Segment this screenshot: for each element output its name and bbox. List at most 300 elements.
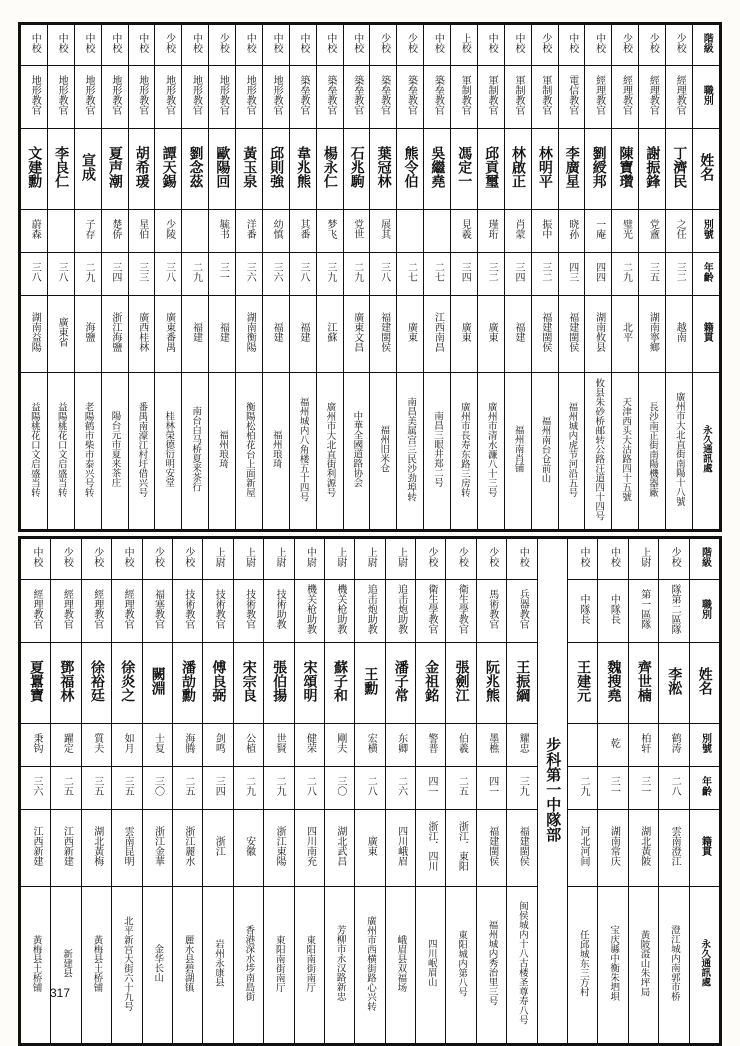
cell-text: 健荣 [304, 733, 316, 753]
cell-text: 三八 [29, 262, 41, 282]
cell-name [172, 643, 202, 724]
cell-text: 地形教官 [136, 75, 148, 115]
cell-text: 王建元 [575, 660, 592, 702]
cell-rank [155, 25, 182, 66]
cell-text: 地形教官 [217, 75, 229, 115]
cell-alias [370, 210, 397, 253]
cell-alias [446, 724, 476, 767]
cell-text: 少校 [620, 33, 632, 53]
cell-rank [324, 539, 354, 580]
cell-rank [209, 25, 236, 66]
cell-text: 經理教官 [91, 589, 103, 629]
cell-duty [343, 66, 370, 129]
cell-text: 二九 [577, 776, 589, 796]
row-alias-2 [21, 724, 720, 767]
cell-text: 東阳南街南厅 [273, 934, 285, 992]
header-age [689, 767, 719, 810]
cell-text: 廣東文昌 [351, 312, 363, 352]
cell-text: 柏轩 [638, 733, 650, 753]
cell-alias [504, 210, 531, 253]
cell-text: 築垒教官 [324, 75, 336, 115]
cell-text: 福建閩侯 [517, 826, 529, 866]
cell-name [51, 643, 81, 724]
cell-address [233, 887, 263, 1044]
cell-rank [289, 25, 316, 66]
cell-age [294, 767, 324, 810]
cell-age [316, 253, 343, 296]
cell-alias [209, 210, 236, 253]
cell-alias [294, 724, 324, 767]
cell-duty [81, 580, 111, 643]
cell-birthplace [289, 296, 316, 373]
cell-duty [182, 66, 209, 129]
cell-text: 第一區隊 [638, 589, 650, 629]
cell-text: 麗水县碧湖镇 [182, 934, 194, 992]
cell-text: 上尉 [274, 547, 286, 567]
cell-text: 金祖銘 [423, 660, 440, 702]
cell-text: 兵器教官 [517, 589, 529, 629]
cell-age [264, 767, 294, 810]
cell-rank [585, 25, 612, 66]
cell-rank [236, 25, 263, 66]
cell-rank [628, 539, 658, 580]
cell-text: 三八 [378, 262, 390, 282]
cell-rank [477, 25, 504, 66]
cell-text: 中華全國道路协会 [351, 411, 363, 487]
row-address-1 [21, 373, 720, 530]
cell-birthplace [370, 296, 397, 373]
cell-rank [507, 539, 537, 580]
cell-text: 中隊長 [608, 594, 620, 624]
cell-text: 齊世楠 [635, 660, 652, 702]
cell-text: 中校 [517, 547, 529, 567]
cell-text: 三六 [271, 262, 283, 282]
cell-text: 長沙南正街南陽機器廠 [647, 401, 659, 497]
cell-text: 福州城内秀治里三号 [486, 920, 498, 1006]
cell-rank [203, 539, 233, 580]
cell-age [233, 767, 263, 810]
cell-text: 宝庆縣中衡朱垇垻 [608, 925, 620, 1001]
header-age [692, 253, 719, 296]
cell-text: 二七 [432, 262, 444, 282]
cell-birthplace [21, 810, 51, 887]
cell-text: 二八 [669, 776, 681, 796]
cell-text: 三二 [539, 262, 551, 282]
cell-duty [355, 580, 385, 643]
cell-alias [324, 724, 354, 767]
cell-text: 岩州永康县 [213, 939, 225, 987]
header-rank [692, 25, 719, 66]
cell-rank [47, 25, 74, 66]
cell-text: 闽侯城内十八古楼圣尊寿八号 [516, 901, 528, 1025]
cell-text: 益陽桃花口文启盛当转 [28, 401, 40, 497]
cell-age [507, 767, 537, 810]
cell-duty [74, 66, 101, 129]
row-rank-1 [21, 25, 720, 66]
cell-birthplace [343, 296, 370, 373]
cell-name [74, 129, 101, 210]
cell-text: 中校 [566, 33, 578, 53]
cell-alias [233, 724, 263, 767]
cell-text: 福建 [190, 322, 202, 342]
cell-address [236, 373, 263, 530]
cell-duty [385, 580, 415, 643]
cell-name [128, 129, 155, 210]
cell-text: 二九 [620, 262, 632, 282]
cell-text: 軍制教官 [459, 75, 471, 115]
cell-age [598, 767, 628, 810]
cell-birthplace [385, 810, 415, 887]
cell-birthplace [451, 296, 478, 373]
cell-alias [51, 724, 81, 767]
cell-text: 世賢 [274, 733, 286, 753]
cell-text: 劉念茲 [187, 146, 204, 188]
row-duty-1 [21, 66, 720, 129]
cell-text: 璧光 [620, 219, 632, 239]
cell-alias [659, 724, 689, 767]
cell-text: 少陵 [163, 219, 175, 239]
cell-birthplace [101, 296, 128, 373]
cell-name [209, 129, 236, 210]
cell-rank [416, 539, 446, 580]
header-text: 年齡 [701, 262, 713, 282]
cell-alias [477, 210, 504, 253]
cell-text: 技術教官 [182, 589, 194, 629]
cell-text: 李良仁 [53, 146, 70, 188]
cell-text: 經理教官 [620, 75, 632, 115]
cell-text: 二八 [365, 776, 377, 796]
cell-text: 地形教官 [271, 75, 283, 115]
cell-text: 質夫 [91, 733, 103, 753]
cell-text: 地形教官 [109, 75, 121, 115]
page-number: 317 [50, 986, 71, 1000]
cell-alias [47, 210, 74, 253]
cell-age [477, 253, 504, 296]
cell-text: 二八 [304, 776, 316, 796]
cell-name [294, 643, 324, 724]
cell-age [172, 767, 202, 810]
cell-text: 徐裕廷 [88, 660, 105, 702]
cell-text: 二九 [82, 262, 94, 282]
cell-text: 張劍江 [453, 660, 470, 702]
cell-rank [568, 539, 598, 580]
cell-address [21, 373, 48, 530]
cell-address [155, 373, 182, 530]
cell-text: 宋宗良 [240, 660, 257, 702]
cell-text: 軍制教官 [486, 75, 498, 115]
cell-duty [21, 580, 51, 643]
cell-name [504, 129, 531, 210]
row-address-2 [21, 887, 720, 1044]
cell-rank [316, 25, 343, 66]
cell-alias [355, 724, 385, 767]
cell-text: 黃陂滠山朱坪局 [638, 929, 650, 997]
cell-text: 經理教官 [61, 589, 73, 629]
cell-name [324, 643, 354, 724]
cell-duty [598, 580, 628, 643]
cell-duty [477, 66, 504, 129]
cell-alias [639, 210, 666, 253]
cell-text: 香港深水埗南島街 [243, 925, 255, 1001]
row-alias-1 [21, 210, 720, 253]
cell-text: 洋番 [244, 219, 256, 239]
cell-birthplace [21, 296, 48, 373]
cell-alias [155, 210, 182, 253]
cell-text: 二九 [190, 262, 202, 282]
cell-text: 李廣星 [563, 146, 580, 188]
cell-birthplace [666, 296, 693, 373]
cell-text: 經理教官 [122, 589, 134, 629]
cell-text: 星伯 [136, 219, 148, 239]
cell-text: 中校 [244, 33, 256, 53]
cell-text: 二五 [182, 776, 194, 796]
cell-rank [666, 25, 693, 66]
cell-text: 海鹽 [82, 322, 94, 342]
cell-age [446, 767, 476, 810]
cell-text: 乾 [608, 738, 620, 748]
cell-birthplace [507, 810, 537, 887]
register-table-2 [20, 538, 720, 1044]
cell-age [385, 767, 415, 810]
cell-text: 譚天錫 [160, 146, 177, 188]
cell-text: 江蘇 [324, 322, 336, 342]
cell-text: 三三 [136, 262, 148, 282]
cell-text: 河北河间 [577, 826, 589, 866]
cell-name [81, 643, 111, 724]
cell-text: 丁濟民 [671, 146, 688, 188]
cell-text: 地形教官 [244, 75, 256, 115]
cell-text: 築垒教官 [297, 75, 309, 115]
cell-address [504, 373, 531, 530]
cell-rank [476, 539, 506, 580]
cell-text: 浙江海鹽 [109, 312, 121, 352]
row-age-2 [21, 767, 720, 810]
cell-text: 機关枪助教 [334, 584, 346, 634]
cell-address [47, 373, 74, 530]
header-duty [689, 580, 719, 643]
cell-text: 江西南昌 [432, 312, 444, 352]
cell-birthplace [81, 810, 111, 887]
cell-rank [424, 25, 451, 66]
cell-address [112, 887, 142, 1044]
cell-alias [416, 724, 446, 767]
cell-birthplace [659, 810, 689, 887]
cell-text: 楚侨 [109, 219, 121, 239]
cell-age [451, 253, 478, 296]
cell-age [666, 253, 693, 296]
cell-text: 技術教官 [243, 589, 255, 629]
cell-text: 中校 [271, 33, 283, 53]
header-text: 別號 [699, 733, 711, 753]
cell-text: 陽台元市夏来茶庄 [109, 411, 121, 487]
cell-alias [316, 210, 343, 253]
cell-age [324, 767, 354, 810]
cell-rank [355, 539, 385, 580]
cell-text: 少校 [217, 33, 229, 53]
cell-rank [612, 25, 639, 66]
cell-address [289, 373, 316, 530]
cell-age [424, 253, 451, 296]
cell-text: 宏横 [365, 733, 377, 753]
cell-text: 二五 [61, 776, 73, 796]
cell-text: 之任 [674, 219, 686, 239]
cell-address [81, 887, 111, 1044]
cell-text: 中校 [190, 33, 202, 53]
cell-text: 夏声潮 [106, 146, 123, 188]
cell-text: 少校 [91, 547, 103, 567]
header-text: 姓名 [698, 153, 715, 181]
cell-address [639, 373, 666, 530]
cell-birthplace [233, 810, 263, 887]
cell-text: 少校 [163, 33, 175, 53]
cell-birthplace [264, 810, 294, 887]
cell-text: 東阳城内第八号 [456, 929, 468, 997]
cell-text: 中校 [82, 33, 94, 53]
cell-name [264, 643, 294, 724]
cell-duty [316, 66, 343, 129]
cell-text: 三一 [608, 776, 620, 796]
cell-age [128, 253, 155, 296]
cell-text: 峨眉县双福场 [395, 934, 407, 992]
cell-text: 廣州市清水濂八十三号 [485, 401, 497, 497]
cell-alias [101, 210, 128, 253]
cell-text: 謝振鋒 [644, 146, 661, 188]
cell-birthplace [397, 296, 424, 373]
cell-text: 技術教官 [213, 589, 225, 629]
cell-duty [289, 66, 316, 129]
cell-address [385, 887, 415, 1044]
cell-text: 三四 [512, 262, 524, 282]
register-table-block-1 [18, 22, 722, 532]
cell-text: 廣州市大北直街南陽十八號 [673, 392, 685, 506]
cell-text: 鄧福林 [58, 660, 75, 702]
cell-birthplace [598, 810, 628, 887]
cell-text: 福建閩侯 [566, 312, 578, 352]
cell-address [355, 887, 385, 1044]
cell-text: 东卿 [395, 733, 407, 753]
cell-name [477, 129, 504, 210]
cell-text: 夏囂寶 [28, 660, 45, 702]
header-birthplace [689, 810, 719, 887]
cell-text: 中校 [512, 33, 524, 53]
cell-text: 二九 [243, 776, 255, 796]
cell-rank [446, 539, 476, 580]
cell-text: 湖北黃梅 [91, 826, 103, 866]
cell-text: 少校 [426, 547, 438, 567]
cell-address [477, 373, 504, 530]
cell-text: 安徽 [243, 836, 255, 856]
cell-text: 電信教官 [566, 75, 578, 115]
cell-age [209, 253, 236, 296]
header-name [692, 129, 719, 210]
cell-text: 北平 [620, 322, 632, 342]
cell-text: 築垒教官 [378, 75, 390, 115]
row-name-1 [21, 129, 720, 210]
cell-duty [101, 66, 128, 129]
cell-text: 林啟正 [510, 146, 527, 188]
cell-address [51, 887, 81, 1044]
cell-text: 少校 [152, 547, 164, 567]
cell-rank [21, 539, 51, 580]
cell-name [262, 129, 289, 210]
cell-text: 墨樵 [486, 733, 498, 753]
cell-address [476, 887, 506, 1044]
cell-text: 一庵 [593, 219, 605, 239]
cell-birthplace [639, 296, 666, 373]
cell-address [324, 887, 354, 1044]
cell-age [81, 767, 111, 810]
cell-text: 浙江麗水 [182, 826, 194, 866]
cell-age [142, 767, 172, 810]
register-table-1 [20, 24, 720, 530]
cell-text: 三二 [674, 262, 686, 282]
cell-age [21, 253, 48, 296]
cell-text: 廣東 [486, 322, 498, 342]
cell-duty [203, 580, 233, 643]
cell-text: 桂林榮德衍明安堂 [163, 411, 175, 487]
cell-text: 福建 [297, 322, 309, 342]
cell-text: 浙江．四川 [426, 821, 438, 871]
cell-text: 少校 [486, 547, 498, 567]
cell-text: 三九 [517, 776, 529, 796]
row-duty-2 [21, 580, 720, 643]
cell-alias [628, 724, 658, 767]
cell-name [416, 643, 446, 724]
cell-text: 中校 [29, 33, 41, 53]
cell-duty [209, 66, 236, 129]
cell-age [47, 253, 74, 296]
cell-text: 傅良弼 [210, 660, 227, 702]
cell-name [289, 129, 316, 210]
cell-text: 徐炎之 [119, 660, 136, 702]
cell-address [316, 373, 343, 530]
cell-name [639, 129, 666, 210]
cell-rank [233, 539, 263, 580]
cell-text: 二九 [351, 262, 363, 282]
cell-text: 三五 [122, 776, 134, 796]
cell-text: 振中 [539, 219, 551, 239]
cell-birthplace [316, 296, 343, 373]
cell-text: 楊永仁 [321, 146, 338, 188]
cell-text: 南昌三眼井郑二号 [432, 411, 444, 487]
cell-age [585, 253, 612, 296]
cell-alias [264, 724, 294, 767]
cell-text: 三〇 [152, 776, 164, 796]
cell-text: 澄江城内南郭市桥 [668, 925, 680, 1001]
cell-text: 歐陽回 [214, 146, 231, 188]
cell-text: 福建閩侯 [378, 312, 390, 352]
cell-name [21, 643, 51, 724]
cell-name [476, 643, 506, 724]
cell-duty [568, 580, 598, 643]
cell-text: 福州旧米仓 [378, 425, 390, 473]
cell-text: 其番 [297, 219, 309, 239]
cell-text: 闕淵 [149, 667, 166, 695]
cell-text: 三四 [213, 776, 225, 796]
cell-alias [172, 724, 202, 767]
cell-name [612, 129, 639, 210]
cell-birthplace [112, 810, 142, 887]
cell-text: 二五 [456, 776, 468, 796]
cell-text: 胡希瑗 [133, 146, 150, 188]
cell-alias [21, 724, 51, 767]
row-age-1 [21, 253, 720, 296]
cell-text: 三四 [459, 262, 471, 282]
cell-name [385, 643, 415, 724]
header-text: 籍貫 [699, 836, 711, 856]
cell-age [112, 767, 142, 810]
cell-text: 廣東省 [56, 317, 68, 347]
